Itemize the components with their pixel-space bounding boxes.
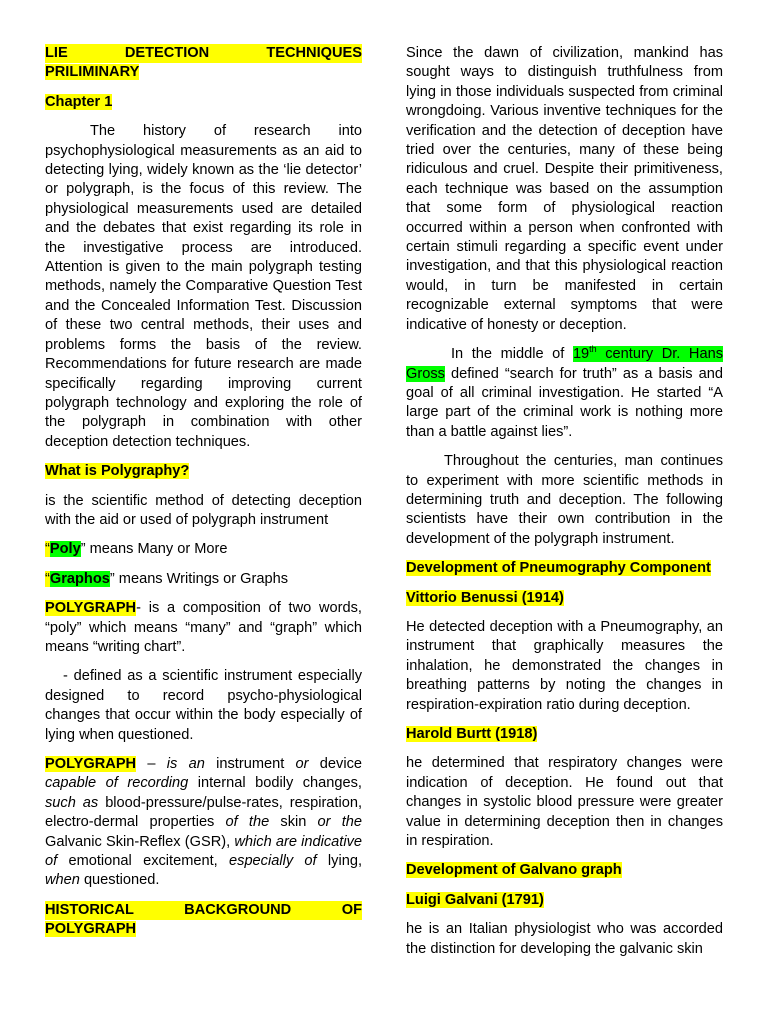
right-column xyxy=(406,44,723,969)
benussi-heading: Vittorio Benussi (1914) xyxy=(406,589,564,606)
what-heading: What is Polygraphy? xyxy=(45,463,190,480)
galvani-paragraph: he is an Italian physiologist who was accorded the distinction for developing the galvanic skin xyxy=(406,921,723,957)
intro-paragraph: The history of research into psychophysiological measurements as an aid to detecting lying, widely known as the ‘lie detector’ or polygraph, is the focus of this review. The physiological measurements used are detailed and the debates that exist regarding its role in the investigative process are introduced. Attention is given to the main polygraph testing methods, namely the Comparative Question Test and the Concealed Information Test. Discussion of these two central methods, their uses and problems forms the basis of the review. Recommendations for future research are made specifically regarding improving current polygraph technology and exploring the role of the polygraph in combination with other deception detection techniques. xyxy=(45,123,362,450)
what-paragraph: is the scientific method of detecting deception with the aid or used of polygraph instrument xyxy=(45,492,362,528)
left-column xyxy=(45,44,362,950)
title-line-1: LIE DETECTION TECHNIQUES xyxy=(45,44,362,63)
history-paragraph-3: Throughout the centuries, man continues to experiment with more scientific methods in determining truth and deception. The following scientists have their own contribution in the development of the polygraph instrument. xyxy=(406,453,723,547)
galvanograph-heading: Development of Galvano graph xyxy=(406,862,622,879)
polygraph-definition-2: - defined as a scientific instrument especially designed to record psycho-physiological changes that occur within the body especially of lying when questioned. xyxy=(45,668,362,743)
benussi-paragraph: He detected deception with a Pneumography, an instrument that graphically measures the inhalation, he demonstrated the changes in breathing patterns by noting the changes in respiration-expiration ratio during deception. xyxy=(406,618,723,713)
document-title xyxy=(45,44,362,83)
graphos-definition: “Graphos” means Writings or Graphs xyxy=(45,570,289,587)
poly-term: Poly xyxy=(49,541,81,558)
polygraph-definition-3: POLYGRAPH – is an instrument or device capable of recording internal bodily changes, such as blood-pressure/pulse-rates, respiration, electro-dermal properties of the skin or the Galvanic Skin-Reflex (GSR), which are indicative of emotional excitement, especially of lying, when questioned. xyxy=(45,756,363,889)
hans-gross-highlight: 19th century Dr. Hans Gross xyxy=(406,344,723,382)
history-paragraph-2: In the middle of 19th century Dr. Hans Gross defined “search for truth” as a basis and goal of all criminal investigation. He started “A large part of the criminal work is nothing more than a battle against lies”. xyxy=(406,344,723,440)
polygraph-term: POLYGRAPH xyxy=(45,756,137,772)
galvani-heading: Luigi Galvani (1791) xyxy=(406,891,544,908)
history-paragraph-1: Since the dawn of civilization, mankind has sought ways to distinguish truthfulness from lying in those individuals suspected from criminal wrongdoing. Various inventive techniques for the verification and the detection of deception have tried over the centuries, many of these being ridiculous and cruel. Despite their primitiveness, each technique was based on the assumption that some form of physiological reaction occurred within a person when confronted with certain stimuli regarding a specific event under investigation, and that this physiological reaction would, in turn be manifested in certain recognizable external symptoms that were indicative of honesty or deception. xyxy=(406,45,723,333)
poly-definition: “Poly” means Many or More xyxy=(45,541,228,558)
burtt-heading: Harold Burtt (1918) xyxy=(406,726,538,742)
chapter-heading: Chapter 1 xyxy=(45,93,113,110)
historical-heading-line-1: HISTORICAL BACKGROUND OF xyxy=(45,901,362,920)
polygraph-term: POLYGRAPH xyxy=(45,600,137,617)
historical-heading-line-2: POLYGRAPH xyxy=(45,921,137,938)
graphos-term: Graphos xyxy=(49,570,110,587)
historical-heading xyxy=(45,901,362,940)
title-line-2: PRILIMINARY xyxy=(45,64,140,81)
pneumography-heading: Development of Pneumography Component xyxy=(406,560,711,577)
polygraph-definition-1: POLYGRAPH- is a composition of two words, “poly” which means “many” and “graph” which means “writing chart”. xyxy=(45,600,362,655)
burtt-paragraph: he determined that respiratory changes were indication of deception. He found out that changes in systolic blood pressure were greater value in determining deception then in changes in respiration. xyxy=(406,755,723,850)
